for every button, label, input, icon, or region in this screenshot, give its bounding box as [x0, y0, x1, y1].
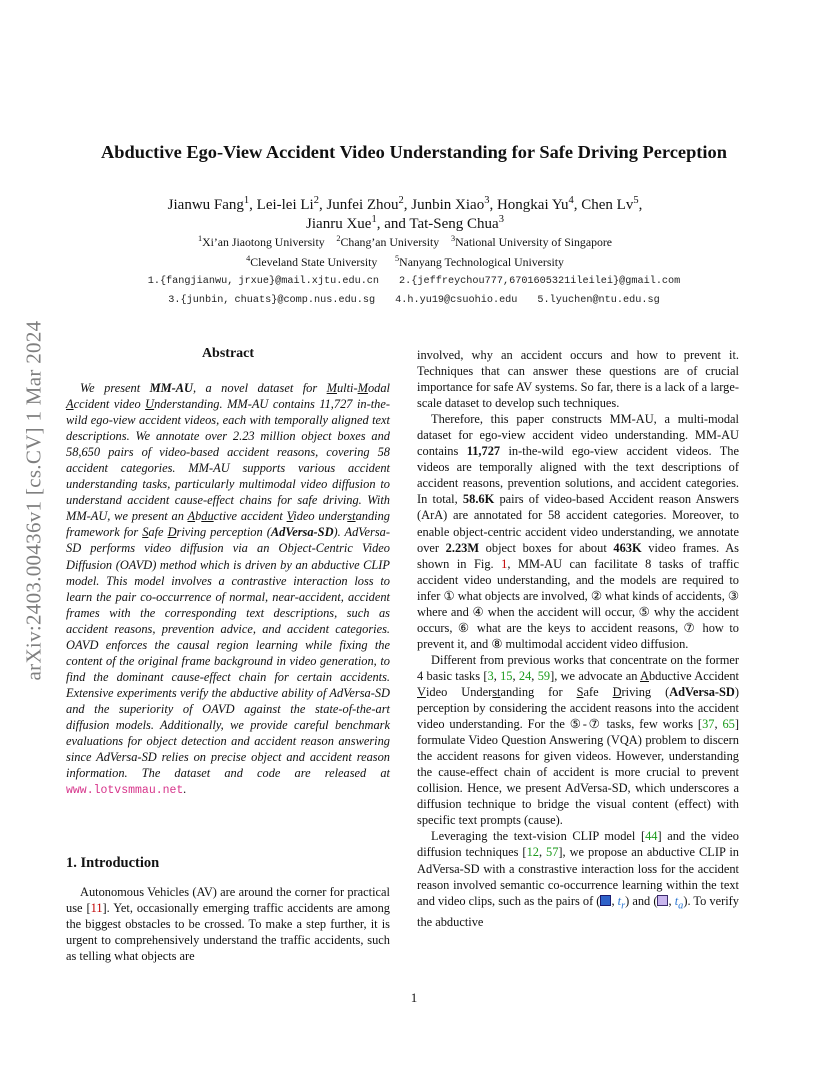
text: , [512, 668, 519, 683]
affiliation: Nanyang Technological University [399, 255, 564, 269]
text: ideo under [293, 509, 348, 524]
text: ). To verify the abductive [417, 893, 739, 930]
bold-number: 58.6K [462, 492, 495, 507]
text: video frames. As shown in Fig. [417, 540, 739, 571]
text: anding for [500, 684, 577, 699]
text: afe [148, 525, 168, 540]
citation-link[interactable]: 65 [722, 717, 735, 732]
paragraph [417, 828, 739, 930]
text: ], we advocate an [550, 668, 641, 683]
underline-letter: A [66, 397, 74, 412]
text: ). AdVersa-SD performs video diffusion via an Object-Centric Video Diffusion (OAVD) method which is driven by an abductive CLIP model. This model involves a contrastive interaction loss to learn the pair co-occurrence of normal, near-accident, accident frames with the corresponding text descriptions, such as accident reasons, prevention advice, and accident categories. OAVD enforces the causal region learning while fixing the content of the original frame background in video generation, to find the dominant cause-effect chain for certain accidents. Extensive experiments verify the abductive ability of AdVersa-SD and the superiority of OAVD against the state-of-the-art diffusion models. Additionally, we provide careful benchmark evaluations for object detection and accident reason answering since AdVersa-SD relies on precise object and accident reason information. The dataset and code are released at [66, 525, 390, 781]
underline-letter: S [142, 525, 149, 540]
text: , [668, 893, 675, 908]
text: involved, why an accident occurs and how to prevent it. Techniques that can answer these questions are of crucial importance for safe AV systems. So far, there is a lack of a large-scale dataset to develop such techniques. [417, 348, 739, 411]
affiliation-row-2 [90, 255, 720, 270]
text: ]. Yet, occasionally emerging traffic accidents are among the biggest obstacles to be crossed. To make a step further, it is urgent to comprehensively understand the traffic accidents, such as telling what objects are [66, 901, 390, 964]
text: ] formulate Video Question Answering (VQA) problem to discern the accident reasons for given videos. However, understanding the cause-effect chain of accident is more crucial to prevent collision. Hence, we present AdVersa-SD, which underscores a diffusion technique to bridge the visual content (effect) with specific text prompts (cause). [417, 717, 739, 828]
citation-link[interactable]: 57 [546, 845, 559, 860]
underline-letter: A [640, 668, 649, 683]
email: 2.{jeffreychou777,6701605321ileilei}@gmail.com [399, 276, 681, 287]
text-symbol-subscript: a [678, 900, 684, 912]
text: , a novel dataset for [192, 381, 327, 395]
text: in-the-wild ego-view accident videos. The videos are temporally aligned with the text descriptions of accident reasons, prevention solutions, and accident categories. In total, [417, 444, 739, 507]
author-name: Jianru Xue [306, 216, 372, 232]
page-number: 1 [410, 990, 418, 1005]
text: nderstanding. MM-AU contains 11,727 in-the-wild ego-view accident videos, each with temporally aligned text descriptions. We annotate over 2.23 million object boxes and 58,650 pairs of video-based accident reasons, covering 58 accident categories. MM-AU supports various accident understanding tasks, particularly multimodal video diffusion to understand accident cause-effect chains for safe driving. With MM-AU, we present an [66, 397, 390, 524]
dataset-link[interactable]: www.lotvsmmau.net [66, 784, 184, 798]
intro-body-right [417, 347, 739, 930]
paragraph [417, 347, 739, 411]
text: , MM-AU can facilitate 8 tasks of traffic accident video understanding, and the models are required to infer ① what objects are involved, ② what kinds of accidents, ③ where and ④ when the accident will occur, ⑤ why the accident occurs, ⑥ what are the keys to accident reasons, ⑦ how to prevent it, and ⑧ multimodal accident video diffusion. [417, 556, 740, 651]
underline-letter: D [167, 525, 177, 540]
paragraph [417, 411, 739, 652]
text: ] and the video diffusion techniques [ [417, 829, 739, 860]
email-row-2 [60, 295, 768, 306]
text: b [195, 509, 202, 524]
underline-letter: V [417, 684, 426, 699]
author-name: Chen Lv [581, 197, 634, 213]
intro-paragraph [66, 884, 390, 964]
text: , [493, 668, 501, 683]
text: , [611, 893, 618, 908]
affil-mark: 3 [450, 234, 456, 244]
underline-letter: M [326, 381, 337, 395]
author-name: Jianwu Fang [167, 197, 244, 213]
affil-mark: 2 [336, 234, 341, 244]
author-name: and Tat-Seng Chua [384, 216, 499, 232]
affiliation: Xi’an Jiaotong University [202, 235, 325, 249]
text: Leveraging the text-vision CLIP model [ [431, 829, 646, 844]
abstract-paragraph [66, 380, 390, 799]
affiliation: National University of Singapore [455, 235, 613, 249]
arxiv-stamp-text: arXiv:2403.00436v1 [cs.CV] 1 Mar 2024 [21, 320, 46, 680]
text: ctive accident [213, 509, 287, 524]
dataset-name: MM-AU [149, 381, 193, 395]
paper-title: Abductive Ego-View Accident Video Understanding for Safe Driving Perception [101, 142, 727, 162]
video-clip-box-icon [657, 895, 668, 906]
text: ], we propose an abductive CLIP in AdVersa-SD with a constrastive interaction loss for the accident reason involved semantic co-occurrence learning within the text and video clips, such as the pairs of ( [417, 845, 740, 908]
author-name: Junbin Xiao [411, 197, 485, 213]
paragraph [417, 652, 739, 829]
intro-body-left [66, 884, 390, 964]
author-affil-mark: 3 [498, 214, 504, 225]
affiliation: Cleveland State University [250, 255, 378, 269]
underline-letter: M [357, 381, 368, 395]
text: We present [80, 381, 150, 395]
affiliation-row-1 [90, 235, 720, 250]
figure-link[interactable]: 1 [501, 556, 508, 571]
email-row-1 [60, 276, 768, 287]
underline-letter: st [347, 509, 356, 524]
abstract-heading: Abstract [201, 346, 255, 361]
text: , [714, 717, 723, 732]
text: . [183, 782, 187, 797]
text: ) and ( [625, 893, 658, 908]
email: 5.lyuchen@ntu.edu.sg [537, 295, 660, 306]
text: anding framework for [66, 509, 390, 540]
affil-mark: 1 [197, 234, 203, 244]
citation-link[interactable]: 37 [702, 717, 715, 732]
bold-number: 463K [613, 540, 642, 555]
author-affil-mark: 2 [398, 195, 404, 206]
abstract-body [66, 380, 390, 799]
underline-letter: st [492, 684, 501, 699]
text: riving ( [621, 684, 670, 699]
author-name: Lei-lei Li [256, 197, 314, 213]
text: Autonomous Vehicles (AV) are around the corner for practical use [ [66, 885, 390, 916]
text: ulti- [336, 381, 358, 395]
text-symbol: t [674, 893, 679, 908]
email: 3.{junbin, chuats}@comp.nus.edu.sg [168, 295, 376, 306]
affiliation: Chang’an University [340, 235, 440, 249]
video-clip-box-icon [600, 895, 611, 906]
underline-letter: A [187, 509, 196, 524]
text: afe [583, 684, 613, 699]
author-affil-mark: 4 [568, 195, 574, 206]
underline-letter: V [286, 509, 294, 524]
bold-number: 11,727 [466, 444, 501, 459]
underline-letter: du [201, 509, 214, 524]
citation-link[interactable]: 12 [526, 845, 539, 860]
affil-mark: 5 [395, 254, 400, 264]
text: pairs of video-based Accident reason Answers (ArA) are annotated for 58 accident categories. Moreover, to enable object-centric accident video understanding, we annotate over [417, 492, 739, 555]
text: riving perception ( [176, 525, 271, 540]
citation-link[interactable]: 15 [500, 668, 513, 683]
affil-mark: 4 [246, 254, 251, 264]
text: ) perception by considering the accident reasons into the accident video understanding. For the ⑤-⑦ tasks, few works [ [417, 684, 739, 732]
arxiv-stamp [22, 290, 46, 710]
framework-name: AdVersa-SD [669, 684, 735, 699]
text: Therefore, this paper constructs MM-AU, a multi-modal dataset for ego-view accident video understanding. MM-AU contains [417, 412, 739, 459]
author-affil-mark: 1 [243, 195, 250, 206]
text: ideo Under [425, 684, 493, 699]
author-affil-mark: 2 [313, 195, 319, 206]
author-name: Junfei Zhou [326, 197, 399, 213]
text: ccident video [73, 397, 146, 412]
text: , [538, 845, 547, 860]
text-symbol: t [617, 893, 622, 908]
email: 1.{fangjianwu, jrxue}@mail.xjtu.edu.cn [147, 276, 380, 287]
author-list: Jianwu Fang$^1$, Lei-lei Li$^2$, Junfei Zhou$^2$, Junbin Xiao$^3$, Hongkai Yu$^4$, Chen Lv$^5$, Jianru Xue$^1$, and Tat-Seng Chua$^3$ [167, 195, 643, 232]
author-affil-mark: 3 [484, 195, 490, 206]
text-symbol-subscript: r [621, 900, 626, 912]
framework-name: AdVersa-SD [270, 525, 334, 540]
text: bductive Accident [648, 668, 739, 683]
section-heading-introduction: 1. Introduction [66, 855, 160, 871]
text: odal [367, 381, 390, 395]
citation-link[interactable]: 24 [518, 668, 532, 683]
email: 4.h.yu19@csuohio.edu [395, 295, 518, 306]
citation-link[interactable]: 3 [487, 668, 494, 683]
text: Different from previous works that concentrate on the former 4 basic tasks [ [417, 652, 739, 683]
text: , [531, 668, 538, 683]
author-affil-mark: 1 [371, 214, 377, 225]
author-name: Hongkai Yu [496, 197, 569, 213]
author-affil-mark: 5 [633, 195, 639, 206]
citation-link[interactable]: 44 [645, 829, 658, 844]
text: object boxes for about [479, 540, 614, 555]
citation-link[interactable]: 59 [537, 668, 551, 683]
bold-number: 2.23M [445, 540, 480, 555]
underline-letter: D [612, 684, 622, 699]
underline-letter: S [576, 684, 584, 699]
underline-letter: U [145, 397, 155, 412]
citation-link[interactable]: 11 [90, 901, 103, 916]
